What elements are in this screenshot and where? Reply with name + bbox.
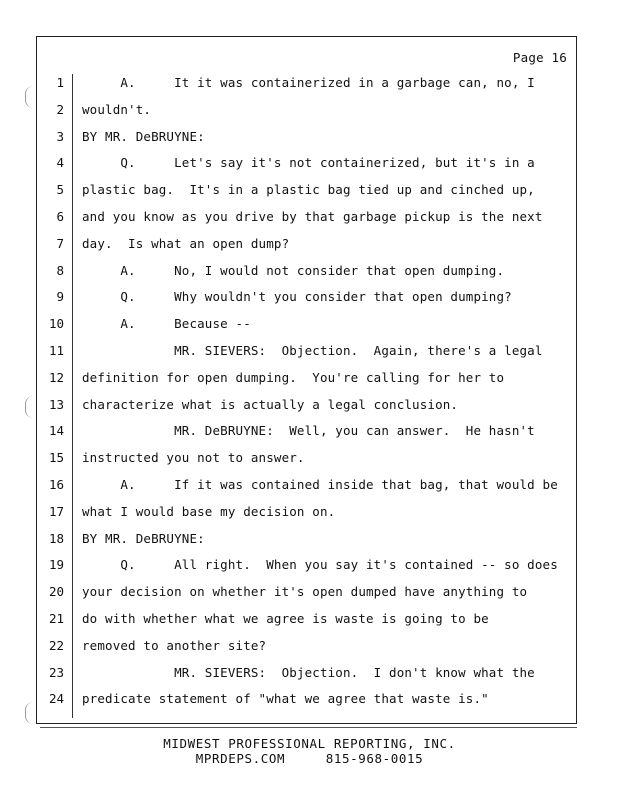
line-number: 14 bbox=[48, 423, 64, 439]
binder-hole-mark bbox=[25, 396, 34, 418]
line-number: 9 bbox=[56, 289, 64, 305]
binder-hole-mark bbox=[25, 86, 34, 108]
transcript-line: plastic bag. It's in a plastic bag tied up and cinched up, bbox=[82, 182, 535, 198]
transcript-line: characterize what is actually a legal conclusion. bbox=[82, 396, 459, 412]
transcript-line: MR. SIEVERS: Objection. Again, there's a legal bbox=[82, 343, 543, 358]
line-number: 8 bbox=[56, 262, 64, 278]
transcript-line: A. Because -- bbox=[82, 316, 251, 332]
line-number: 23 bbox=[48, 664, 64, 680]
line-number: 18 bbox=[48, 530, 64, 546]
line-number: 16 bbox=[48, 477, 64, 492]
transcript-line: BY MR. DeBRUYNE: bbox=[82, 530, 205, 546]
transcript-line: day. Is what an open dump? bbox=[82, 235, 290, 251]
transcript-line: Q. All right. When you say it's contained -- so does bbox=[82, 557, 558, 573]
line-number: 13 bbox=[48, 396, 64, 412]
line-number: 5 bbox=[56, 182, 64, 198]
line-number: 4 bbox=[56, 155, 64, 171]
transcript-line: A. It it was containerized in a garbage can, no, I bbox=[82, 75, 535, 90]
footer-contact: MPRDEPS.COM 815-968-0015 bbox=[195, 751, 424, 766]
transcript-line: A. No, I would not consider that open dumping. bbox=[82, 262, 505, 278]
transcript-line: and you know as you drive by that garbage pickup is the next bbox=[82, 209, 543, 224]
line-number: 2 bbox=[56, 101, 64, 117]
line-number: 11 bbox=[48, 343, 64, 358]
footer-company: MIDWEST PROFESSIONAL REPORTING, INC. bbox=[163, 736, 456, 751]
transcript-line: BY MR. DeBRUYNE: bbox=[82, 128, 205, 144]
transcript-line: Q. Let's say it's not containerized, but it's in a bbox=[82, 155, 535, 171]
line-number: 12 bbox=[48, 369, 64, 385]
line-number: 1 bbox=[56, 75, 64, 90]
line-number: 17 bbox=[48, 503, 64, 519]
transcript-line: MR. DeBRUYNE: Well, you can answer. He hasn't bbox=[82, 423, 535, 439]
line-number: 19 bbox=[48, 557, 64, 573]
margin-rule bbox=[72, 74, 73, 718]
line-number: 24 bbox=[48, 691, 64, 707]
line-number: 21 bbox=[48, 611, 64, 626]
transcript-line: what I would base my decision on. bbox=[82, 503, 336, 519]
line-number: 6 bbox=[56, 209, 64, 224]
transcript-line: predicate statement of "what we agree that waste is." bbox=[82, 691, 489, 707]
page-number: Page 16 bbox=[512, 50, 567, 65]
transcript-line: do with whether what we agree is waste is going to be bbox=[82, 611, 489, 626]
transcript-line: definition for open dumping. You're calling for her to bbox=[82, 369, 505, 385]
transcript-line: A. If it was contained inside that bag, that would be bbox=[82, 477, 558, 492]
transcript-line: Q. Why wouldn't you consider that open dumping? bbox=[82, 289, 512, 305]
transcript-line: MR. SIEVERS: Objection. I don't know what the bbox=[82, 664, 535, 680]
transcript-line: your decision on whether it's open dumped have anything to bbox=[82, 584, 528, 600]
page-frame-shadow bbox=[40, 724, 577, 728]
line-number: 10 bbox=[48, 316, 64, 332]
line-number: 7 bbox=[56, 235, 64, 251]
binder-hole-mark bbox=[25, 702, 34, 724]
transcript-line: wouldn't. bbox=[82, 101, 152, 117]
transcript-line: instructed you not to answer. bbox=[82, 450, 305, 466]
line-number: 20 bbox=[48, 584, 64, 600]
line-number: 3 bbox=[56, 128, 64, 144]
transcript-line: removed to another site? bbox=[82, 637, 267, 653]
line-number: 22 bbox=[48, 637, 64, 653]
line-number: 15 bbox=[48, 450, 64, 466]
